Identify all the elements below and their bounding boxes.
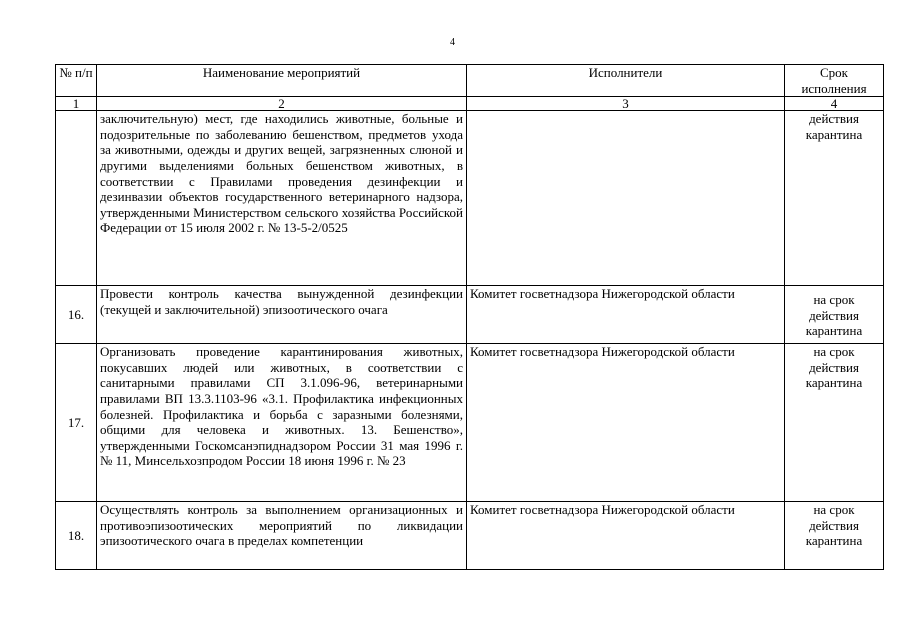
column-index: 4 [785,97,884,111]
row-number: 18. [56,502,97,570]
row-term: на срок действия карантина [785,344,884,502]
header-number: № п/п [56,65,97,97]
table-row [56,286,884,344]
row-number [56,111,97,286]
header-executors: Исполнители [467,65,785,97]
row-number: 16. [56,286,97,344]
column-index-row [56,97,884,111]
column-index: 3 [467,97,785,111]
column-index: 1 [56,97,97,111]
table-row [56,502,884,570]
row-executor [467,111,785,286]
row-term: на срок действия карантина [785,286,884,344]
table-row [56,111,884,286]
table-row [56,344,884,502]
column-index: 2 [97,97,467,111]
row-executor: Комитет госветнадзора Нижегородской области [467,502,785,570]
row-executor: Комитет госветнадзора Нижегородской области [467,344,785,502]
table-header-row [56,65,884,97]
measures-table [55,64,884,570]
row-measure: Осуществлять контроль за выполнением организационных и противоэпизоотических мероприятий по ликвидации эпизоотического очага в пределах компетенции [97,502,467,570]
row-term: действия карантина [785,111,884,286]
row-executor: Комитет госветнадзора Нижегородской области [467,286,785,344]
header-term: Срок исполнения [785,65,884,97]
header-measures: Наименование мероприятий [97,65,467,97]
row-term: на срок действия карантина [785,502,884,570]
page-number: 4 [450,37,455,48]
row-measure: Организовать проведение карантинирования животных, покусавших людей или животных, в соответствии с санитарными правилами СП 3.1.096-96, ветеринарными правилами ВП 13.3.1103-96 «3.1. Профилактика инфекционных болезней. Профилактика и борьба с заразными болезнями, общими для человека и животных. 13. Бешенство», утвержденными Госкомсанэпиднадзором России 31 мая 1996 г. № 11, Минсельхозпродом России 18 июня 1996 г. № 23 [97,344,467,502]
row-measure: Провести контроль качества вынужденной дезинфекции (текущей и заключительной) эпизоотического очага [97,286,467,344]
row-number: 17. [56,344,97,502]
row-measure: заключительную) мест, где находились животные, больные и подозрительные по заболеванию бешенством, предметов ухода за животными, одежды и других вещей, загрязненных слюной и другими выделениями больных бешенством животных, в соответствии с Правилами проведения дезинфекции и дезинвазии объектов государственного ветеринарного надзора, утвержденными Министерством сельского хозяйства Российской Федерации от 15 июля 2002 г. № 13-5-2/0525 [97,111,467,286]
